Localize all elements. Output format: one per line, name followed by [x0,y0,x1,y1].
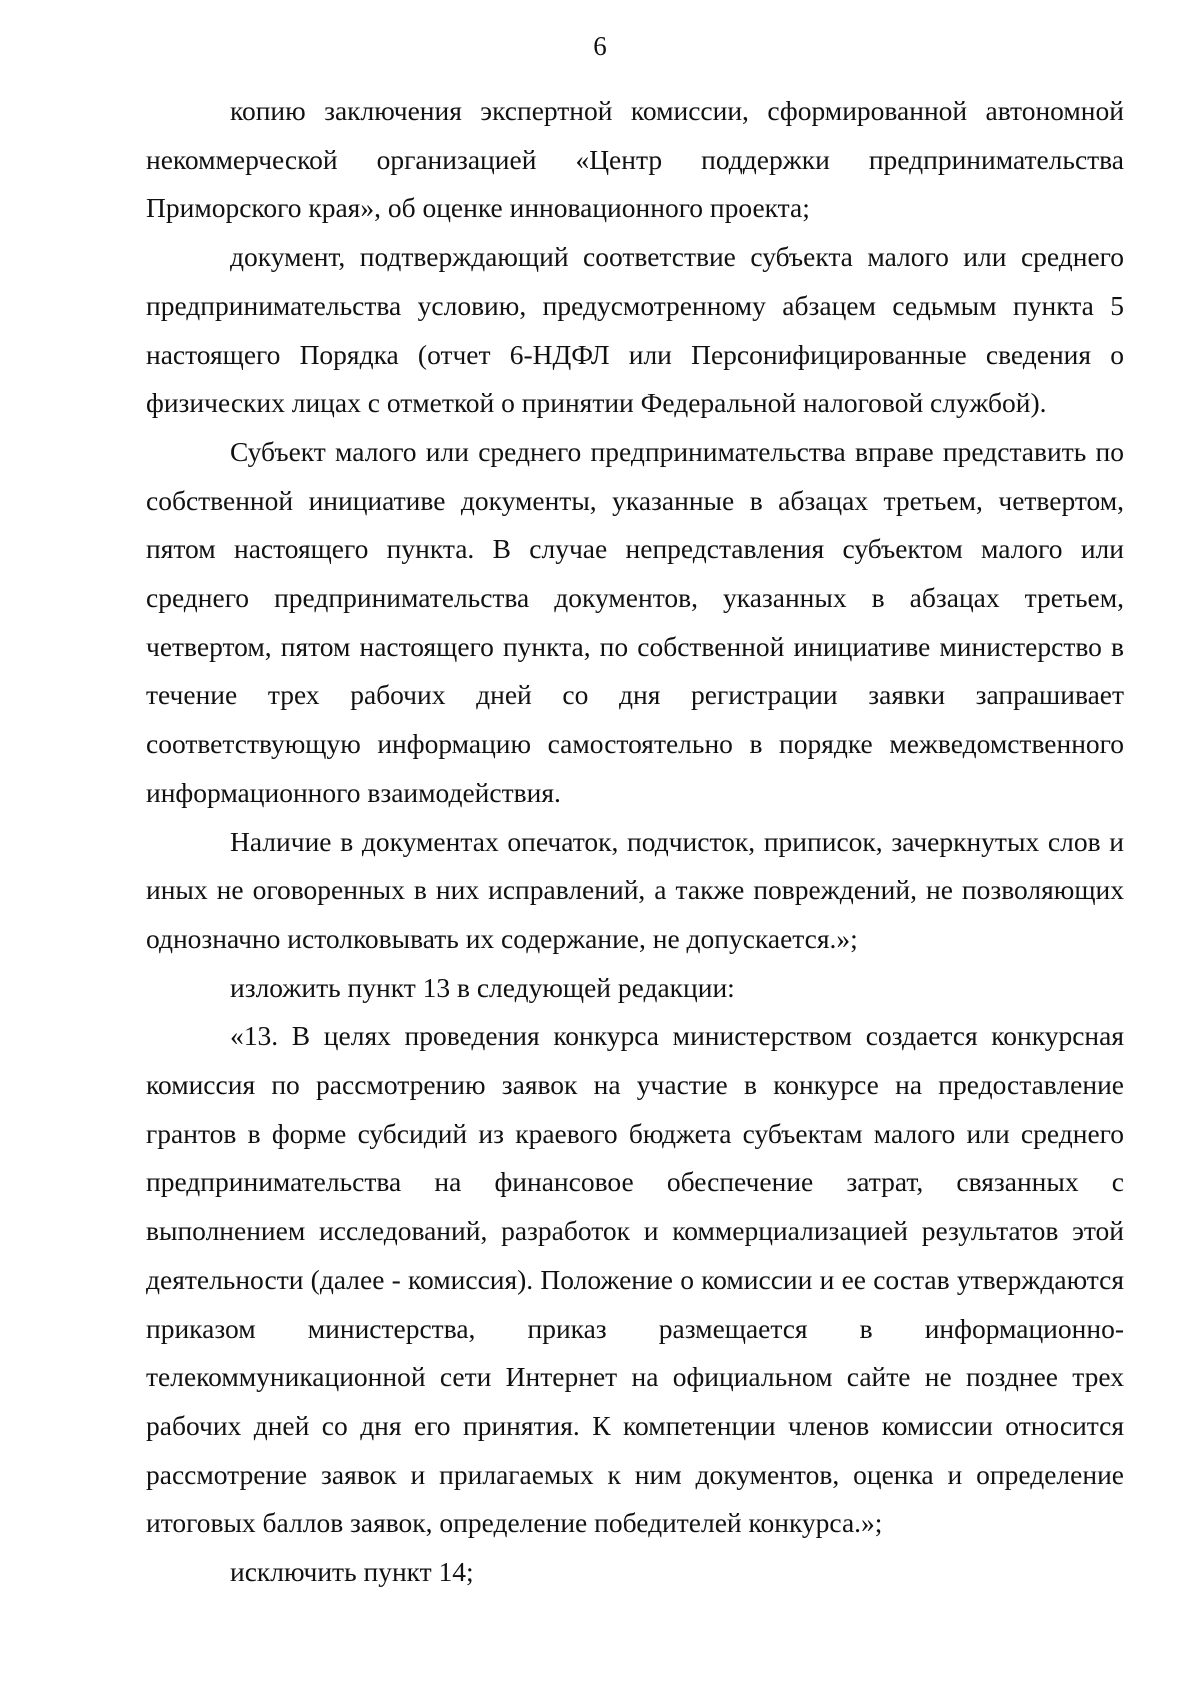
paragraph-no-corrections: Наличие в документах опечаток, подчисток, приписок, зачеркнутых слов и иных не оговоренных в них исправлений, а также повреждений, не позволяющих однозначно истолковывать их содержание, не допускается.»; [146,825,1124,954]
paragraph-expert-commission-copy: копию заключения экспертной комиссии, сформированной автономной некоммерческой организацией «Центр поддержки предпринимательства Приморского края», об оценке инновационного проекта; [146,95,1124,224]
paragraph-compliance-document: документ, подтверждающий соответствие субъекта малого или среднего предпринимательства условию, предусмотренному абзацем седьмым пункта 5 настоящего Порядка (отчет 6-НДФЛ или Персонифицированные сведения о физических лицах с отметкой о принятии Федеральной налоговой службой). [146,241,1124,419]
paragraph-point-13-text: «13. В целях проведения конкурса министерством создается конкурсная комиссия по рассмотрению заявок на участие в конкурсе на предоставление грантов в форме субсидий из краевого бюджета субъектам малого или среднего предпринимательства на финансовое обеспечение затрат, связанных с выполнением исследований, разработок и коммерциализацией результатов этой деятельности (далее - комиссия). Положение о комиссии и ее состав утверждаются приказом министерства, приказ размещается в информационно-телекоммуникационной сети Интернет на официальном сайте не позднее трех рабочих дней со дня его принятия. К компетенции членов комиссии относится рассмотрение заявок и прилагаемых к ним документов, оценка и определение итоговых баллов заявок, определение победителей конкурса.»; [146,1020,1124,1539]
paragraph-exclude-point-14: исключить пункт 14; [230,1556,474,1588]
page-number: 6 [593,31,607,61]
paragraph-own-initiative: Субъект малого или среднего предпринимательства вправе представить по собственной инициативе документы, указанные в абзацах третьем, четвертом, пятом настоящего пункта. В случае непредставления субъектом малого или среднего предпринимательства документов, указанных в абзацах третьем, четвертом, пятом настоящего пункта, по собственной инициативе министерство в течение трех рабочих дней со дня регистрации заявки запрашивает соответствующую информацию самостоятельно в порядке межведомственного информационного взаимодействия. [146,435,1124,808]
document-body [146,87,1124,1597]
paragraph-amend-point-13: изложить пункт 13 в следующей редакции: [230,971,735,1003]
